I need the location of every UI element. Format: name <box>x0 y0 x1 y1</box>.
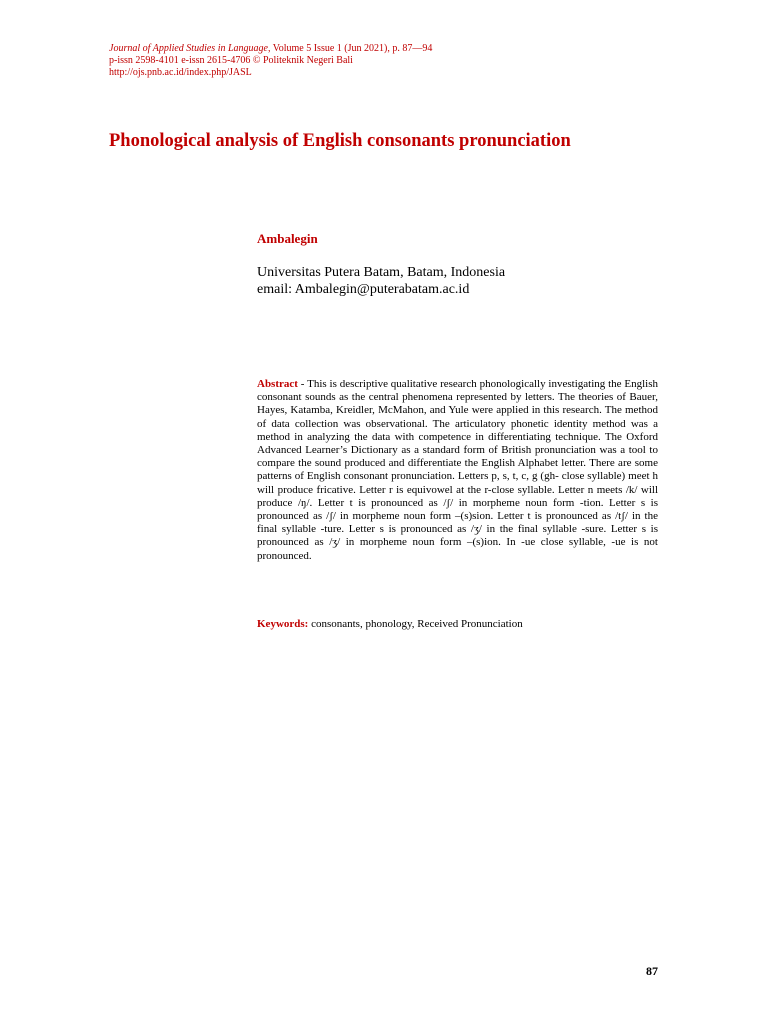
journal-url[interactable]: http://ojs.pnb.ac.id/index.php/JASL <box>109 67 252 78</box>
journal-header <box>109 43 432 79</box>
author-email[interactable]: email: Ambalegin@puterabatam.ac.id <box>257 282 470 297</box>
journal-name: Journal of Applied Studies in Language, <box>109 43 271 54</box>
keywords <box>257 618 523 631</box>
abstract-text: - This is descriptive qualitative research phonologically investigating the English consonant sounds as the central phenomena represented by letters. The theories of Bauer, Hayes, Katamba, Kreidler, McMahon, and Yule were applied in this research. The method of data collection was observational. The articulatory phonetic identity method was a method in analyzing the data with competence in differentiating technique. The Oxford Advanced Learner’s Dictionary as a standard form of British pronunciation was a tool to compare the sound produced and differentiate the English Alphabet letter. There are some patterns of English consonant pronunciation. Letters p, s, t, c, g (gh- close syllable) meet h will produce fricative. Letter r is equivowel at the r-close syllable. Letter n meets /k/ will produce /ŋ/. Letter t is pronounced as /ʃ/ in morpheme noun form -tion. Letter s is pronounced as /ʃ/ in morpheme noun form –(s)sion. Letter t is pronounced as /tʃ/ in the final syllable -ture. Letter s is pronounced as /ʒ/ in the final syllable -sure. Letter s is pronounced as /ʒ/ in morpheme noun form –(s)ion. In -ue close syllable, -ue is not pronounced. <box>257 378 658 562</box>
author-name: Ambalegin <box>257 231 318 246</box>
author-affiliation: Universitas Putera Batam, Batam, Indonesia <box>257 265 506 280</box>
page-number: 87 <box>646 964 658 978</box>
keywords-text: consonants, phonology, Received Pronunciation <box>308 618 523 630</box>
keywords-label: Keywords: <box>257 618 309 630</box>
journal-issn: p-issn 2598-4101 e-issn 2615-4706 © Politeknik Negeri Bali <box>109 55 353 66</box>
abstract-label: Abstract <box>257 378 298 390</box>
paper-title: Phonological analysis of English consonants pronunciation <box>109 131 571 151</box>
journal-citation-line <box>109 43 432 55</box>
author-affiliation-block <box>257 264 505 298</box>
journal-volume-info: Volume 5 Issue 1 (Jun 2021), p. 87—94 <box>270 43 433 54</box>
abstract <box>257 378 658 563</box>
